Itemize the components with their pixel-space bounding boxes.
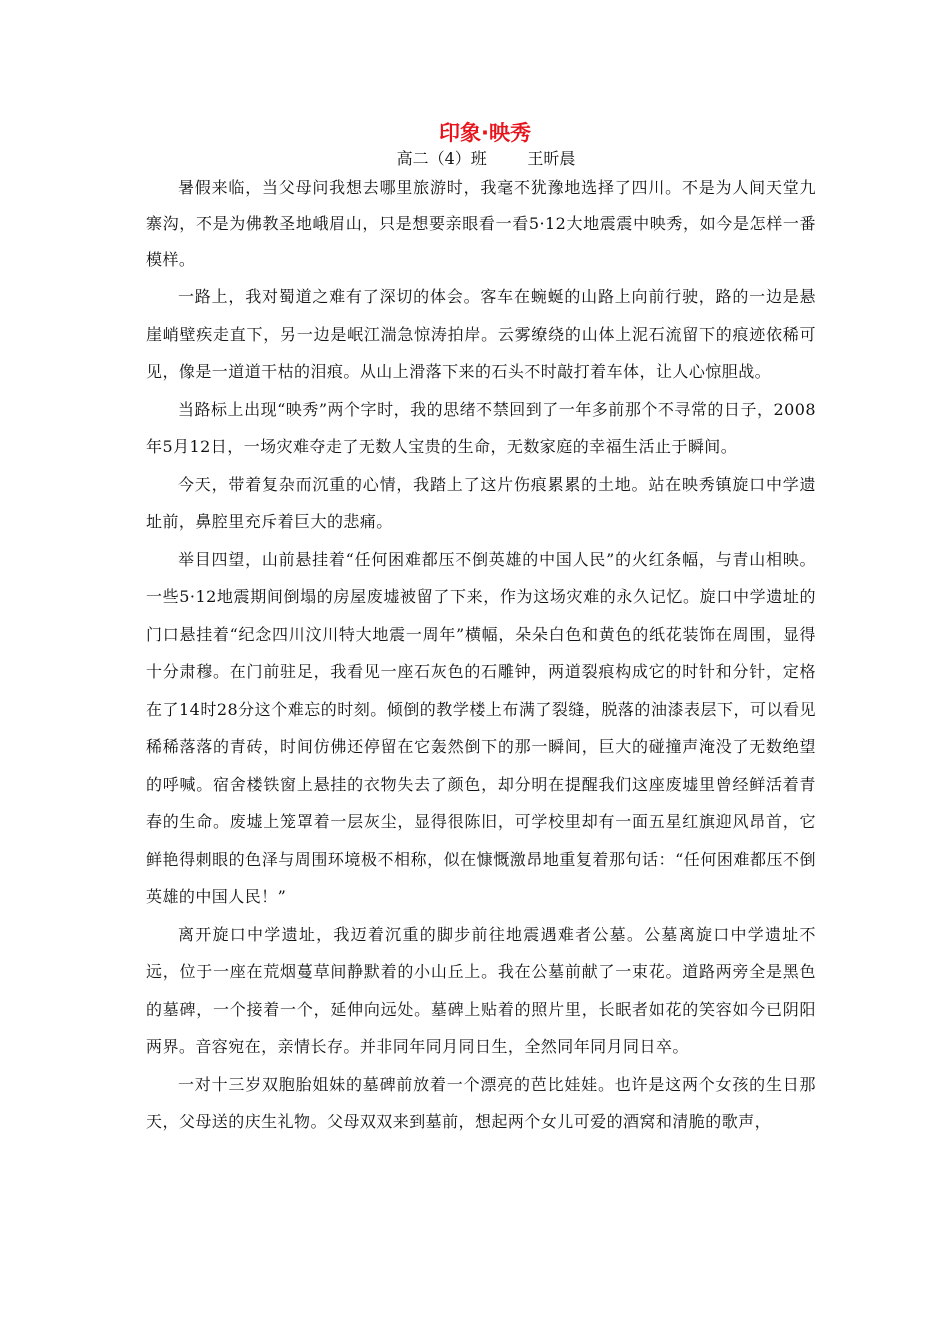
paragraph-1: 暑假来临，当父母问我想去哪里旅游时，我毫不犹豫地选择了四川。不是为人间天堂九寨沟，不是为佛教圣地峨眉山，只是想要亲眼看一看5·12大地震震中映秀，如今是怎样一番模样。 <box>146 178 816 269</box>
author-byline: 高二（4）班 王昕晨 <box>396 149 576 168</box>
paragraph-3: 当路标上出现“映秀”两个字时，我的思绪不禁回到了一年多前那个不寻常的日子，2008年5月12日，一场灾难夺走了无数人宝贵的生命，无数家庭的幸福生活止于瞬间。 <box>146 399 816 456</box>
paragraph-4: 今天，带着复杂而沉重的心情，我踏上了这片伤痕累累的土地。站在映秀镇旋口中学遗址前，鼻腔里充斥着巨大的悲痛。 <box>146 474 816 531</box>
paragraph-7: 一对十三岁双胞胎姐妹的墓碑前放着一个漂亮的芭比娃娃。也许是这两个女孩的生日那天，父母送的庆生礼物。父母双双来到墓前，想起两个女儿可爱的酒窝和清脆的歌声， <box>146 1074 816 1131</box>
paragraph-6: 离开旋口中学遗址，我迈着沉重的脚步前往地震遇难者公墓。公墓离旋口中学遗址不远，位于一座在荒烟蔓草间静默着的小山丘上。我在公墓前献了一束花。道路两旁全是黑色的墓碑，一个接着一个，延伸向远处。墓碑上贴着的照片里，长眠者如花的笑容如今已阴阳两界。音容宛在，亲情长存。并非同年同月同日生，全然同年同月同日卒。 <box>146 924 816 1056</box>
paragraph-2: 一路上，我对蜀道之难有了深切的体会。客车在蜿蜒的山路上向前行驶，路的一边是悬崖峭壁疾走直下，另一边是岷江湍急惊涛拍岸。云雾缭绕的山体上泥石流留下的痕迹依稀可见，像是一道道干枯的泪痕。从山上滑落下来的石头不时敲打着车体，让人心惊胆战。 <box>146 287 816 381</box>
document-page <box>146 118 816 1141</box>
document-title: 印象·映秀 <box>439 121 531 145</box>
paragraph-5: 举目四望，山前悬挂着“任何困难都压不倒英雄的中国人民”的火红条幅，与青山相映。一些5·12地震期间倒塌的房屋废墟被留了下来，作为这场灾难的永久记忆。旋口中学遗址的门口悬挂着“纪念四川汶川特大地震一周年”横幅，朵朵白色和黄色的纸花装饰在周围，显得十分肃穆。在门前驻足，我看见一座石灰色的石雕钟，两道裂痕构成它的时针和分针，定格在了14时28分这个难忘的时刻。倾倒的教学楼上布满了裂缝，脱落的油漆表层下，可以看见稀稀落落的青砖，时间仿佛还停留在它轰然倒下的那一瞬间，巨大的碰撞声淹没了无数绝望的呼喊。宿舍楼铁窗上悬挂的衣物失去了颜色，却分明在提醒我们这座废墟里曾经鲜活着青春的生命。废墟上笼罩着一层灰尘，显得很陈旧，可学校里却有一面五星红旗迎风昂首，它鲜艳得刺眼的色泽与周围环境极不相称，似在慷慨激昂地重复着那句话：“任何困难都压不倒英雄的中国人民！” <box>146 549 816 906</box>
article-body <box>146 170 816 1141</box>
